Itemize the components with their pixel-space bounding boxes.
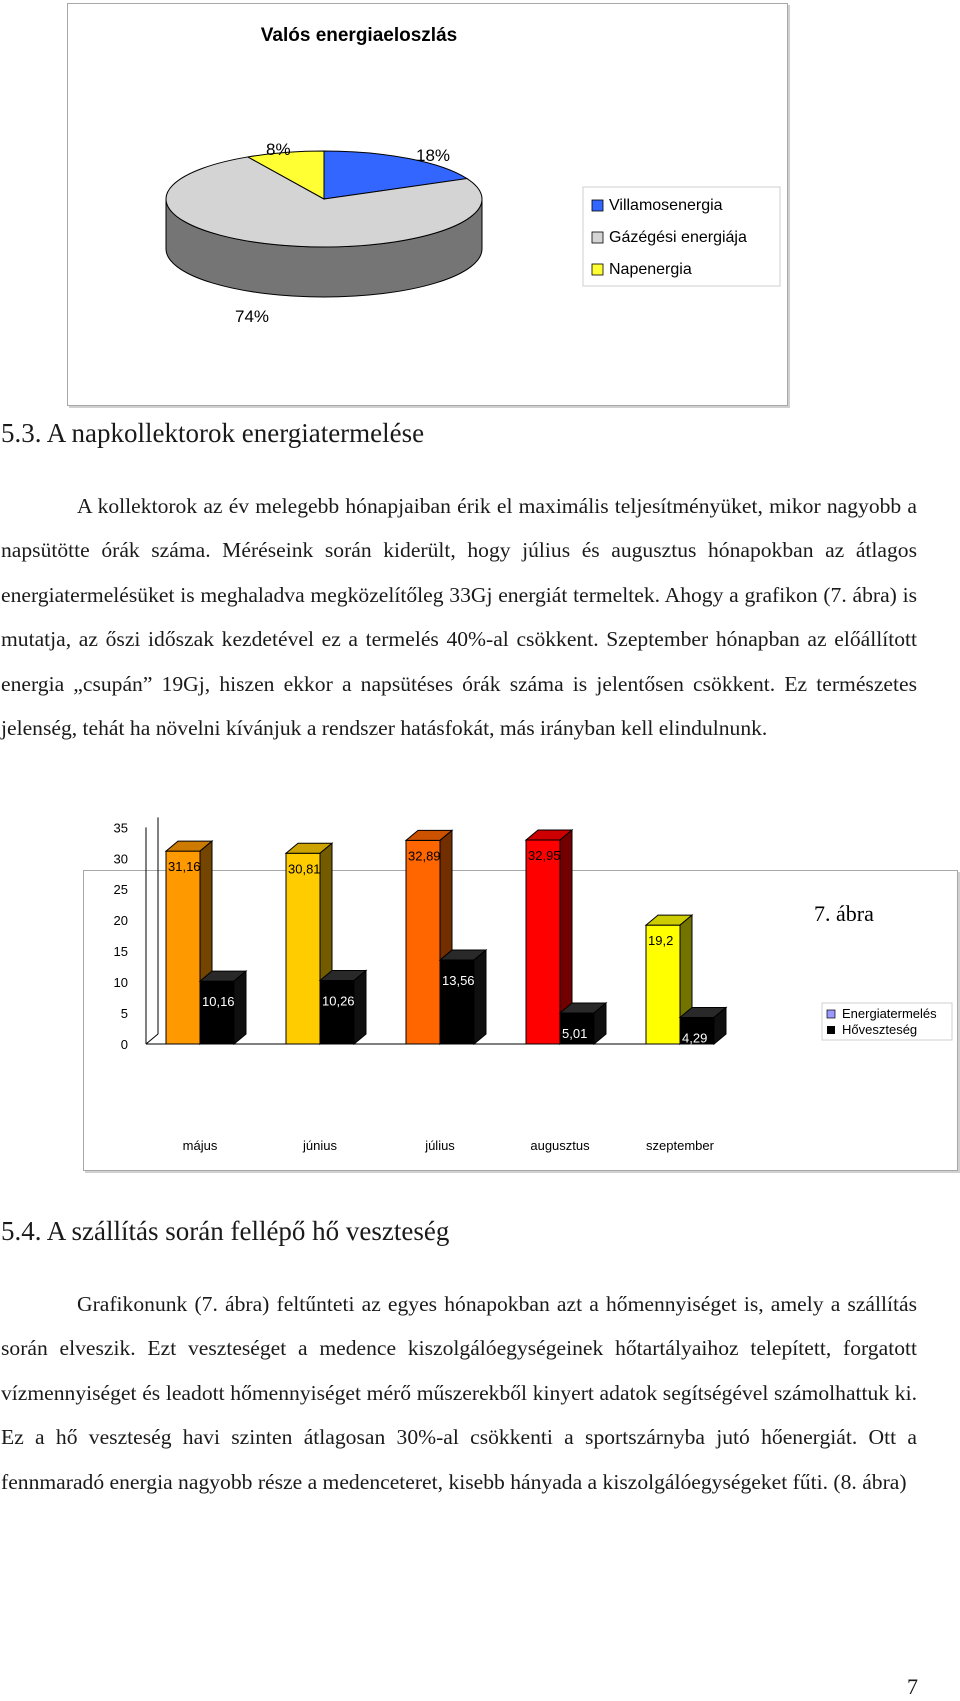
y-tick-label: 30 — [113, 851, 128, 867]
bar-energiatermeles-majus-label: 31,16 — [168, 859, 201, 875]
x-tick-julius: július — [425, 1138, 455, 1153]
pie-chart — [68, 4, 787, 405]
bar-hoveszteseg-julius — [440, 950, 486, 1044]
legend-swatch-gazegesi — [592, 232, 603, 243]
bar-hoveszteseg-majus-label: 10,16 — [202, 994, 235, 1010]
bar-energiatermeles-junius-label: 30,81 — [288, 861, 321, 877]
x-tick-szeptember: szeptember — [646, 1138, 714, 1153]
section-5-4-heading: 5.4. A szállítás során fellépő hő veszteség — [1, 1216, 450, 1246]
legend-swatch-napenergia — [592, 264, 603, 275]
pie-label-villamosenergia: 18% — [416, 146, 451, 165]
y-tick-label: 35 — [113, 820, 128, 836]
pie-chart-title: Valós energiaeloszlás — [260, 25, 458, 46]
y-tick-label: 20 — [113, 913, 128, 929]
section-5-4-paragraph — [1, 1282, 917, 1504]
section-5-4-text: Grafikonunk (7. ábra) feltűnteti az egyes hónapokban azt a hőmennyiséget is, amely a szállítás során elveszik. Ezt veszteséget a medence kiszolgálóegységeinek hőtartályaihoz telepített, forgatott vízmennyiséget és leadott hőmennyiséget mérő műszerekből kinyert adatok segítségével számolhattuk ki. Ez a hő veszteség havi szinten átlagosan 30%-al csökkenti a sportszárnyba jutó hőenergiát. Ott a fennmaradó energia nagyobb része a medenceteret, kisebb hányada a kiszolgálóegységeket fűti. (8. ábra) — [1, 1292, 917, 1494]
x-tick-augusztus: augusztus — [530, 1138, 590, 1153]
y-tick-label: 25 — [113, 882, 128, 898]
section-5-3-heading: 5.3. A napkollektorok energiatermelése — [1, 418, 425, 448]
bar-chart — [84, 820, 957, 1170]
y-tick-label: 5 — [120, 1006, 128, 1022]
legend-label-napenergia: Napenergia — [609, 261, 692, 278]
y-tick-label: 10 — [113, 975, 128, 991]
bar-chart-bars — [166, 830, 726, 1045]
x-tick-junius: június — [303, 1138, 337, 1153]
bar-legend — [822, 1003, 952, 1040]
legend-label-hoveszteseg: Hőveszteség — [842, 1022, 918, 1037]
bar-chart-y-ticks — [114, 820, 128, 1052]
pie-label-gazegesi: 74% — [235, 307, 270, 326]
y-tick-label: 15 — [113, 944, 128, 960]
y-tick-label: 0 — [120, 1037, 128, 1052]
legend-swatch-hoveszteseg — [827, 1026, 835, 1034]
pie-legend — [583, 187, 780, 286]
bar-chart-frame — [83, 820, 958, 1171]
legend-swatch-villamosenergia — [592, 200, 603, 211]
bar-hoveszteseg-augusztus-label: 5,01 — [562, 1025, 588, 1041]
bar-hoveszteseg-julius-label: 13,56 — [442, 973, 475, 989]
legend-label-villamosenergia: Villamosenergia — [609, 197, 723, 214]
x-tick-majus: május — [182, 1138, 218, 1153]
bar-hoveszteseg-szeptember-label: 4,29 — [682, 1030, 708, 1046]
bar-energiatermeles-julius-label: 32,89 — [408, 848, 441, 864]
pie-slices — [166, 151, 482, 297]
pie-chart-frame — [67, 3, 788, 406]
legend-label-energiatermeles: Energiatermelés — [842, 1006, 937, 1021]
pie-label-napenergia: 8% — [266, 140, 291, 159]
bar-energiatermeles-szeptember-label: 19,2 — [648, 933, 674, 949]
bar-hoveszteseg-junius-label: 10,26 — [322, 993, 355, 1009]
section-5-3-paragraph — [1, 484, 917, 750]
legend-label-gazegesi: Gázégési energiája — [609, 229, 747, 246]
legend-swatch-energiatermeles — [827, 1010, 835, 1018]
bar-energiatermeles-augusztus-label: 32,95 — [528, 848, 561, 864]
figure-label: 7. ábra — [814, 901, 874, 926]
page-number: 7 — [907, 1674, 918, 1699]
section-5-3-text: A kollektorok az év melegebb hónapjaiban érik el maximális teljesítményüket, mikor nagyobb a napsütötte órák száma. Méréseink során kiderült, hogy július és augusztus hónapokban az átlagos energiatermelésüket is meghaladva megközelítőleg 33Gj energiát termeltek. Ahogy a grafikon (7. ábra) is mutatja, az őszi időszak kezdetével ez a termelés 40%-al csökkent. Szeptember hónapban az előállított energia „csupán” 19Gj, hiszen ekkor a napsütéses órák száma is jelentősen csökkent. Ez természetes jelenség, tehát ha növelni kívánjuk a rendszer hatásfokát, más irányban kell elindulnunk. — [1, 494, 917, 741]
bar-chart-x-ticks — [183, 1138, 715, 1153]
